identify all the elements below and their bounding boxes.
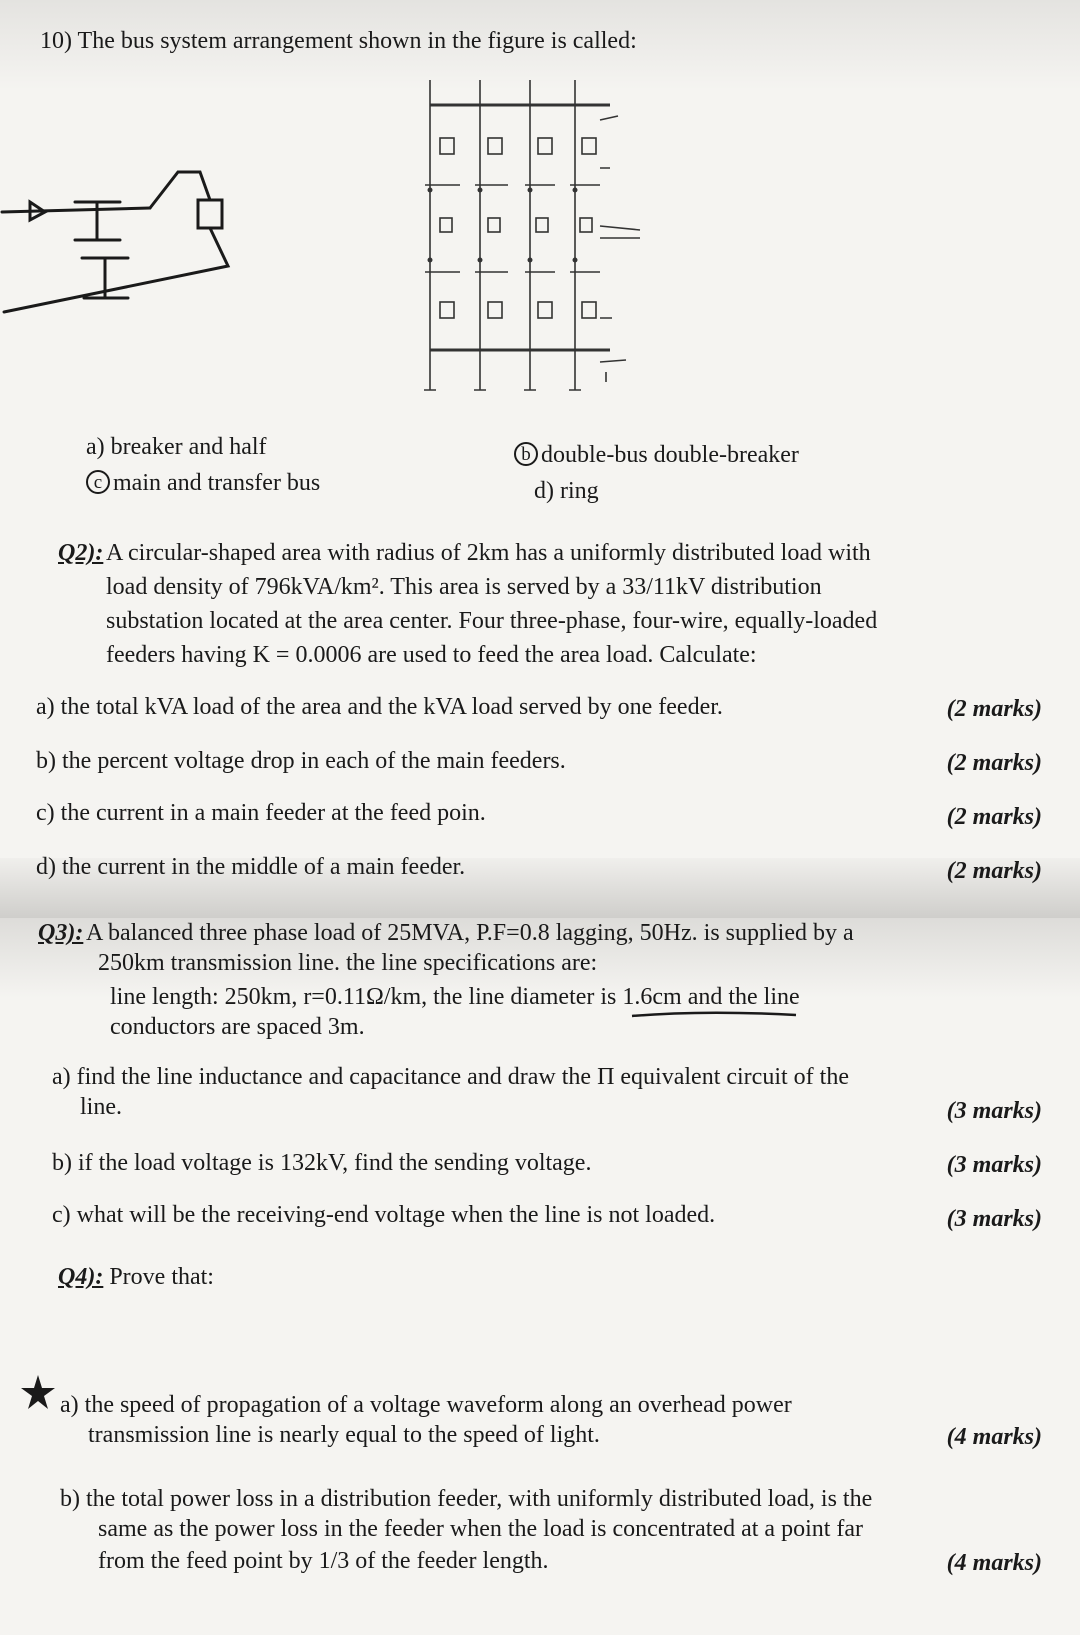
q3-spec-line-1: line length: 250km, r=0.11Ω/km, the line diameter is 1.6cm and the line [110, 984, 800, 1010]
q2-line-3: substation located at the area center. Four three-phase, four-wire, equally-loaded [106, 608, 878, 634]
q2-part-d-marks: (2 marks) [946, 858, 1042, 884]
q4-intro: Prove that: [109, 1264, 214, 1290]
star-icon [18, 1372, 58, 1412]
q4-part-a-line-2: transmission line is nearly equal to the speed of light. [88, 1422, 600, 1448]
q4-part-b-line-1: b) the total power loss in a distribution feeder, with uniformly distributed load, is the [60, 1486, 873, 1512]
q4-part-a-line-1: a) the speed of propagation of a voltage waveform along an overhead power [60, 1392, 792, 1418]
q10-option-a: a) breaker and half [86, 434, 267, 460]
q3-part-b-marks: (3 marks) [946, 1152, 1042, 1178]
q2-part-a: a) the total kVA load of the area and the kVA load served by one feeder. [36, 694, 723, 720]
q2-label: Q2): [58, 540, 104, 566]
q4-label: Q4): [58, 1264, 104, 1290]
q10-title: 10) The bus system arrangement shown in the figure is called: [40, 28, 637, 54]
q4-heading [58, 1262, 214, 1292]
q2-part-b: b) the percent voltage drop in each of the main feeders. [36, 748, 566, 774]
q4-part-b-line-2: same as the power loss in the feeder when the load is concentrated at a point far [98, 1516, 864, 1542]
bus-arrangement-figure [400, 60, 660, 420]
q4-part-a-marks: (4 marks) [946, 1424, 1042, 1450]
q2-line-1: A circular-shaped area with radius of 2km has a uniformly distributed load with [106, 540, 871, 566]
q2-line-2: load density of 796kVA/km². This area is served by a 33/11kV distribution [106, 574, 822, 600]
q3-part-a-cont: line. [80, 1094, 122, 1120]
pen-underline [630, 1010, 800, 1020]
q4-part-b-marks: (4 marks) [946, 1550, 1042, 1576]
q2-part-d: d) the current in the middle of a main feeder. [36, 854, 466, 880]
q3-part-c-marks: (3 marks) [946, 1206, 1042, 1232]
q3-part-c: c) what will be the receiving-end voltage when the line is not loaded. [52, 1202, 716, 1228]
q3-part-b: b) if the load voltage is 132kV, find the sending voltage. [52, 1150, 592, 1176]
circled-mark: b [514, 442, 538, 466]
q3-line-1: A balanced three phase load of 25MVA, P.F=0.8 lagging, 50Hz. is supplied by a [86, 920, 854, 946]
q10-option-c-label: main and transfer bus [113, 470, 321, 496]
q3-part-a-marks: (3 marks) [946, 1098, 1042, 1124]
q2-part-c-marks: (2 marks) [946, 804, 1042, 830]
q2-part-c: c) the current in a main feeder at the feed poin. [36, 800, 486, 826]
q10-option-c [86, 468, 320, 498]
q3-spec-line-2: conductors are spaced 3m. [110, 1014, 365, 1040]
q4-part-b-line-3: from the feed point by 1/3 of the feeder length. [98, 1548, 549, 1574]
q10-option-b [514, 440, 799, 470]
hand-sketch [0, 160, 250, 330]
q3-part-a: a) find the line inductance and capacitance and draw the Π equivalent circuit of the [52, 1064, 849, 1090]
q10-option-d: d) ring [534, 478, 599, 504]
q10-option-b-label: double-bus double-breaker [541, 442, 799, 468]
q2-part-a-marks: (2 marks) [946, 696, 1042, 722]
q3-label: Q3): [38, 920, 84, 946]
circled-mark: c [86, 470, 110, 494]
q2-part-b-marks: (2 marks) [946, 750, 1042, 776]
q3-line-2: 250km transmission line. the line specifications are: [98, 950, 598, 976]
q2-line-4: feeders having K = 0.0006 are used to feed the area load. Calculate: [106, 642, 757, 668]
